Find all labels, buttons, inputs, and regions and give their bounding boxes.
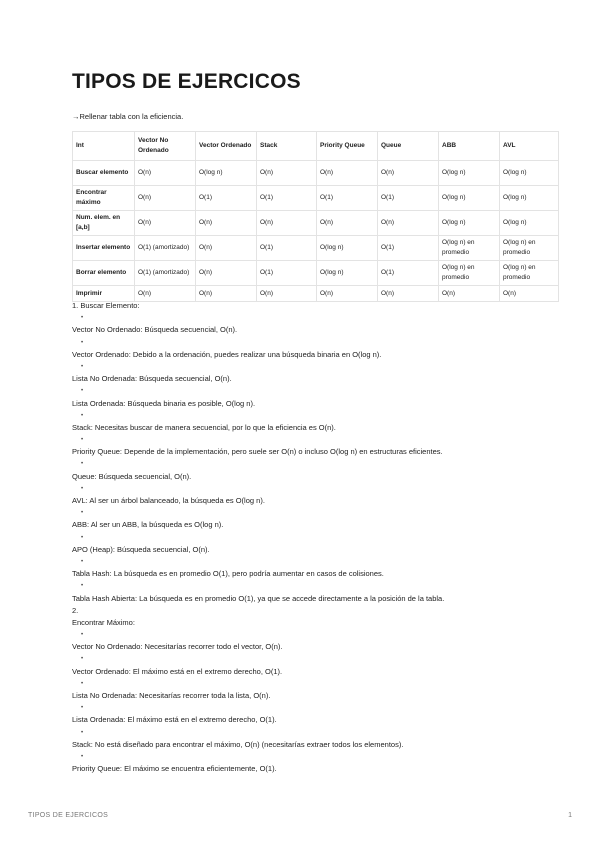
- table-cell: O(n): [378, 286, 439, 302]
- table-cell: O(log n): [317, 261, 378, 286]
- table-header-cell: AVL: [500, 132, 559, 161]
- list-item: Stack: Necesitas buscar de manera secuencial, por lo que la eficiencia es O(n).: [72, 422, 336, 432]
- table-row: [73, 261, 559, 286]
- bullet-icon: •: [81, 729, 84, 736]
- efficiency-table-wrapper: [72, 131, 536, 302]
- list-item: Vector Ordenado: El máximo está en el extremo derecho, O(1).: [72, 666, 283, 676]
- row-label: Num. elem. en [a,b]: [73, 211, 135, 236]
- table-header-cell: Int: [73, 132, 135, 161]
- section-heading: 1. Buscar Elemento:: [72, 301, 140, 310]
- table-cell: O(log n): [500, 211, 559, 236]
- table-cell: O(log n) en promedio: [500, 261, 559, 286]
- bullet-icon: •: [81, 437, 84, 444]
- table-cell: O(1): [196, 186, 257, 211]
- list-item: Stack: No está diseñado para encontrar el máximo, O(n) (necesitarías extraer todos los elementos).: [72, 739, 404, 749]
- bullet-icon: •: [81, 461, 84, 468]
- list-item: Tabla Hash: La búsqueda es en promedio O(1), pero podría aumentar en casos de colisiones.: [72, 569, 384, 579]
- table-cell: O(1): [378, 261, 439, 286]
- table-header-cell: Queue: [378, 132, 439, 161]
- table-cell: O(n): [257, 161, 317, 186]
- table-header-cell: ABB: [439, 132, 500, 161]
- table-cell: O(1): [257, 186, 317, 211]
- table-cell: O(log n): [500, 186, 559, 211]
- bullet-icon: •: [81, 558, 84, 565]
- table-row: [73, 211, 559, 236]
- list-item: Lista Ordenada: El máximo está en el extremo derecho, O(1).: [72, 715, 277, 725]
- table-header-cell: Vector Ordenado: [196, 132, 257, 161]
- bullet-icon: •: [81, 534, 84, 541]
- table-cell: O(n): [378, 211, 439, 236]
- table-cell: O(log n): [439, 161, 500, 186]
- table-cell: O(log n): [439, 186, 500, 211]
- row-label: Encontrar máximo: [73, 186, 135, 211]
- table-cell: O(n): [257, 211, 317, 236]
- bullet-icon: •: [81, 680, 84, 687]
- bullet-icon: •: [81, 632, 84, 639]
- table-header-cell: Priority Queue: [317, 132, 378, 161]
- table-cell: O(log n): [500, 161, 559, 186]
- intro-text: →Rellenar tabla con la eficiencia.: [72, 112, 184, 121]
- list-item: Queue: Búsqueda secuencial, O(n).: [72, 471, 192, 481]
- bullet-icon: •: [81, 363, 84, 370]
- table-cell: O(n): [196, 286, 257, 302]
- row-label: Borrar elemento: [73, 261, 135, 286]
- table-header-row: [73, 132, 559, 161]
- list-item: Vector Ordenado: Debido a la ordenación, puedes realizar una búsqueda binaria en O(log n).: [72, 349, 382, 359]
- table-cell: O(1) (amortizado): [135, 261, 196, 286]
- table-cell: O(n): [135, 211, 196, 236]
- table-row: [73, 186, 559, 211]
- bullet-icon: •: [81, 485, 84, 492]
- table-cell: O(1): [257, 261, 317, 286]
- table-row: [73, 161, 559, 186]
- explanations: [72, 300, 542, 775]
- table-cell: O(n): [257, 286, 317, 302]
- bullet-icon: •: [81, 510, 84, 517]
- section-number: 2.: [72, 605, 79, 615]
- row-label: Insertar elemento: [73, 236, 135, 261]
- table-cell: O(log n) en promedio: [439, 236, 500, 261]
- table-cell: O(1): [257, 236, 317, 261]
- table-cell: O(log n): [439, 211, 500, 236]
- page-number: 1: [568, 812, 572, 819]
- row-label: Imprimir: [73, 286, 135, 302]
- table-cell: O(n): [135, 186, 196, 211]
- list-item: Vector No Ordenado: Búsqueda secuencial, O(n).: [72, 325, 238, 335]
- bullet-icon: •: [81, 339, 84, 346]
- bullet-icon: •: [81, 753, 84, 760]
- efficiency-table: [72, 131, 559, 302]
- list-item: ABB: Al ser un ABB, la búsqueda es O(log n).: [72, 520, 224, 530]
- table-header-cell: Stack: [257, 132, 317, 161]
- table-cell: O(n): [196, 236, 257, 261]
- table-cell: O(1): [378, 236, 439, 261]
- table-cell: O(n): [500, 286, 559, 302]
- bullet-icon: •: [81, 656, 84, 663]
- section-heading: Encontrar Máximo:: [72, 617, 135, 627]
- table-cell: O(n): [317, 211, 378, 236]
- table-cell: O(n): [378, 161, 439, 186]
- page-title: TIPOS DE EJERCICOS: [72, 70, 301, 93]
- table-cell: O(log n) en promedio: [439, 261, 500, 286]
- list-item: Lista No Ordenada: Necesitarías recorrer toda la lista, O(n).: [72, 691, 271, 700]
- table-cell: O(n): [135, 286, 196, 302]
- list-item: Priority Queue: El máximo se encuentra eficientemente, O(1).: [72, 764, 277, 774]
- list-item: Vector No Ordenado: Necesitarías recorrer todo el vector, O(n).: [72, 642, 283, 652]
- table-cell: O(1) (amortizado): [135, 236, 196, 261]
- table-cell: O(n): [317, 286, 378, 302]
- table-cell: O(1): [317, 186, 378, 211]
- bullet-icon: •: [81, 412, 84, 419]
- table-cell: O(n): [317, 161, 378, 186]
- table-cell: O(n): [439, 286, 500, 302]
- row-label: Buscar elemento: [73, 161, 135, 186]
- table-cell: O(1): [378, 186, 439, 211]
- list-item: Priority Queue: Depende de la implementación, pero suele ser O(n) o incluso O(log n) en estructuras eficientes.: [72, 447, 443, 457]
- table-cell: O(log n): [317, 236, 378, 261]
- list-item: Tabla Hash Abierta: La búsqueda es en promedio O(1), ya que se accede directamente a la posición de la tabla.: [72, 593, 445, 603]
- table-header-cell: Vector No Ordenado: [135, 132, 196, 161]
- bullet-icon: •: [81, 705, 84, 712]
- bullet-icon: •: [81, 315, 84, 322]
- table-cell: O(log n) en promedio: [500, 236, 559, 261]
- footer-title: TIPOS DE EJERCICOS: [28, 812, 109, 819]
- table-cell: O(n): [196, 211, 257, 236]
- bullet-icon: •: [81, 388, 84, 395]
- list-item: Lista Ordenada: Búsqueda binaria es posible, O(log n).: [72, 398, 256, 408]
- list-item: APO (Heap): Búsqueda secuencial, O(n).: [72, 544, 210, 554]
- bullet-icon: •: [81, 583, 84, 590]
- table-cell: O(n): [135, 161, 196, 186]
- table-cell: O(n): [196, 261, 257, 286]
- list-item: AVL: Al ser un árbol balanceado, la búsqueda es O(log n).: [72, 496, 265, 505]
- list-item: Lista No Ordenada: Búsqueda secuencial, O(n).: [72, 374, 232, 384]
- table-cell: O(log n): [196, 161, 257, 186]
- table-row: [73, 236, 559, 261]
